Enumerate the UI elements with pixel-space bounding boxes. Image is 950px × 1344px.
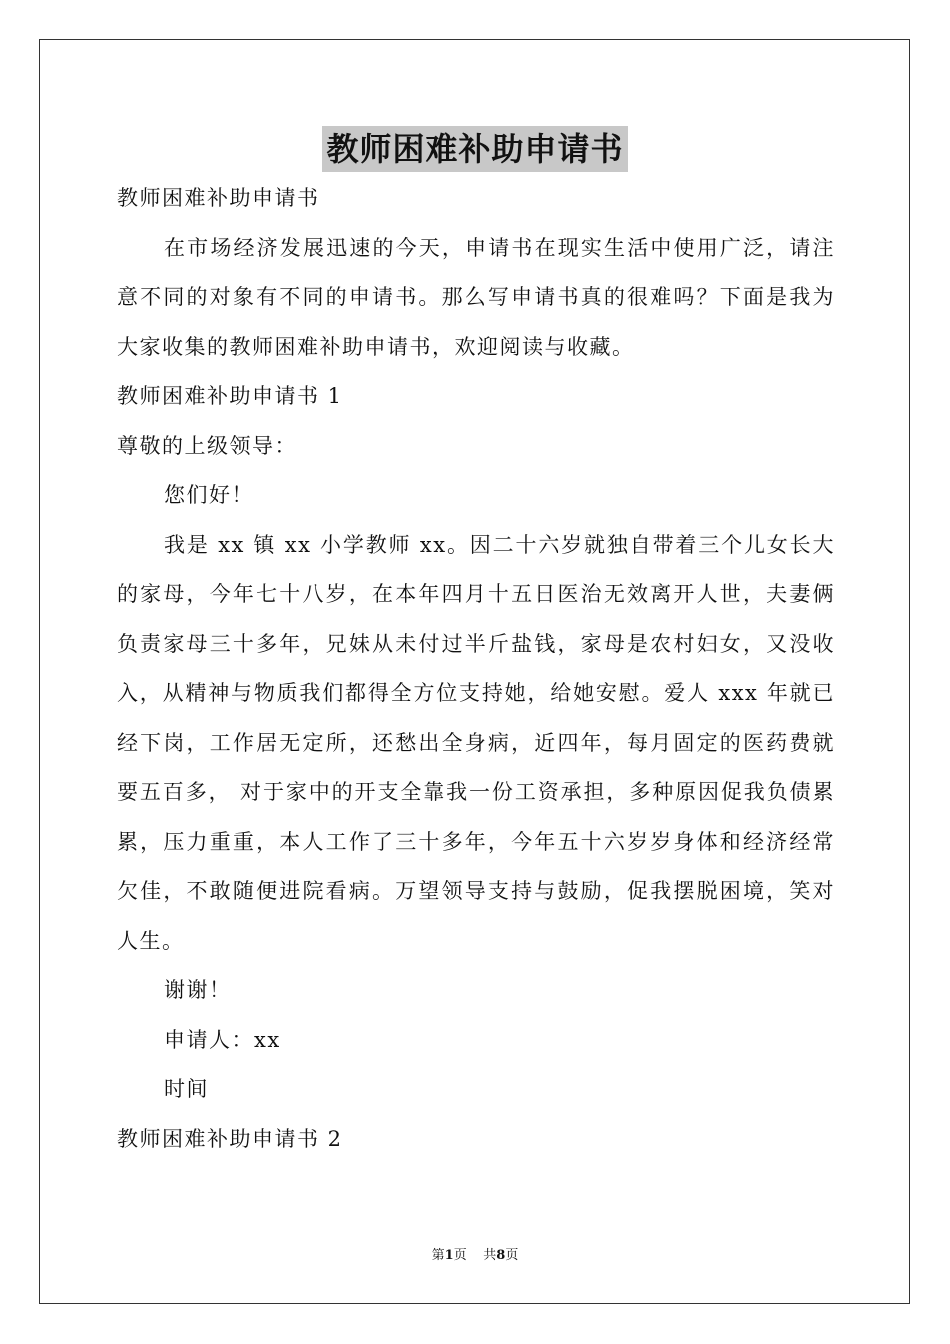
total-suffix: 页 [505,1248,519,1263]
thanks-line: 谢谢！ [164,978,232,1002]
title-container [0,126,950,172]
greeting: 您们好！ [164,483,254,507]
section-heading-2: 教师困难补助申请书 2 [117,1126,343,1151]
page-current: 1 [444,1248,454,1263]
page-suffix: 页 [453,1248,467,1263]
total-prefix: 共 [483,1248,497,1263]
page-footer [0,1246,950,1266]
document-body [117,174,835,1164]
applicant-line: 申请人：xx [164,1027,281,1052]
document-title: 教师困难补助申请书 [322,126,627,172]
section-heading-1: 教师困难补助申请书 1 [117,384,343,408]
intro-paragraph: 在市场经济发展迅速的今天，申请书在现实生活中使用广泛，请注意不同的对象有不同的申请书。那么写申请书真的很难吗？下面是我为大家收集的教师困难补助申请书，欢迎阅读与收藏。 [117,235,835,359]
subtitle-paragraph: 教师困难补助申请书 [117,186,320,210]
salutation: 尊敬的上级领导： [117,433,297,458]
page-prefix: 第 [431,1248,445,1263]
date-line: 时间 [164,1077,209,1101]
page-total: 8 [496,1248,506,1263]
body-paragraph: 我是 xx 镇 xx 小学教师 xx。因二十六岁就独自带着三个儿女长大的家母，今年七十八岁，在本年四月十五日医治无效离开人世，夫妻俩负责家母三十多年，兄妹从未付过半斤盐钱，家母是农村妇女，又没收入，从精神与物质我们都得全方位支持她，给她安慰。爱人 xxx 年就已经下岗，工作居无定所，还愁出全身病，近四年，每月固定的医药费就要五百多， 对于家中的开支全靠我一份工资承担，多种原因促我负债累累，压力重重，本人工作了三十多年，今年五十六岁岁身体和经济经常欠佳，不敢随便进院看病。万望领导支持与鼓励，促我摆脱困境，笑对人生。 [117,532,835,953]
